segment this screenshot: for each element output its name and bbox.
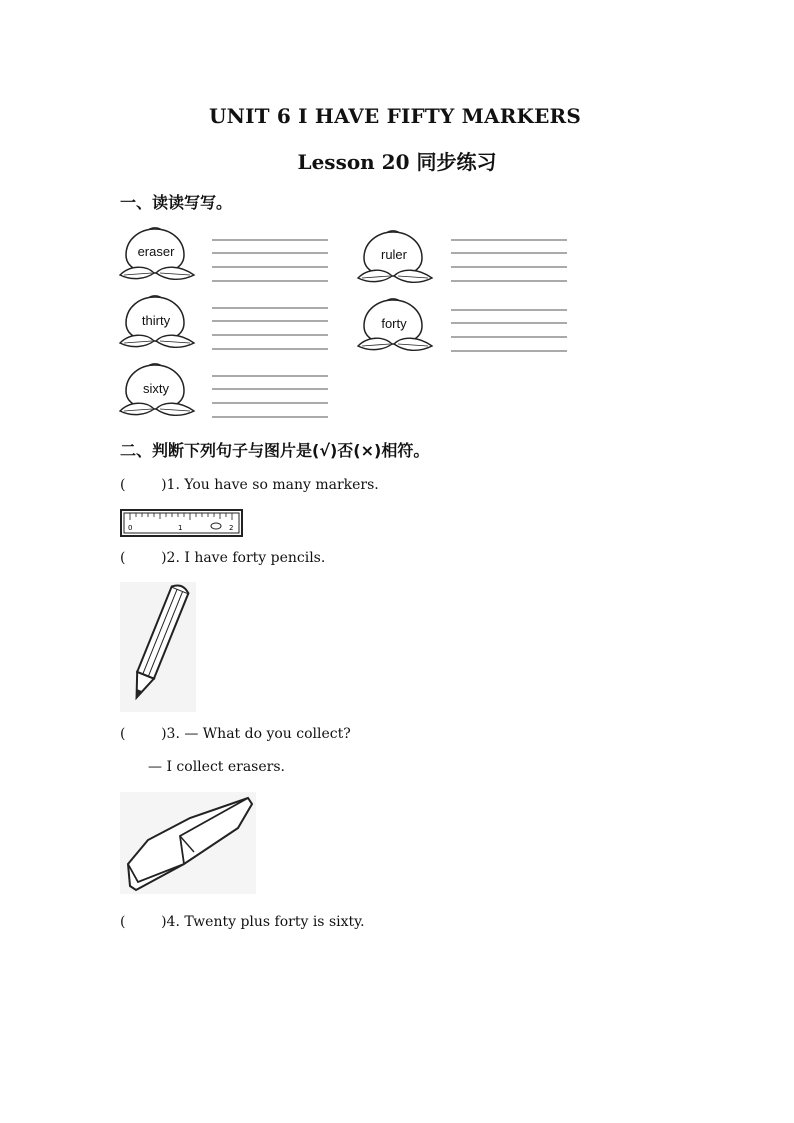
section1-heading: 一、读读写写。 [120,193,233,212]
question-2: ( )2. I have forty pencils. [120,550,326,566]
writing-lines-sixty[interactable] [212,374,330,422]
lesson-subtitle: Lesson 20 同步练习 [297,150,497,174]
answer-blank-4[interactable]: ( ) [120,914,167,930]
peach-card-sixty [118,361,218,421]
writing-lines-thirty[interactable] [212,306,330,354]
eraser-picture [120,792,258,896]
ruler-tick-0: 0 [128,524,133,532]
answer-blank-3[interactable]: ( ) [120,726,167,742]
peach-card-eraser [118,225,218,285]
question-1: ( )1. You have so many markers. [120,477,379,493]
writing-lines-eraser[interactable] [212,238,330,286]
answer-blank-1[interactable]: ( ) [120,477,167,493]
section2-heading: 二、判断下列句子与图片是(√)否(×)相符。 [120,441,430,460]
question-3-answer: — I collect erasers. [148,759,285,775]
word-thirty: thirty [141,313,171,328]
ruler-tick-2: 2 [229,524,234,532]
question-3: ( )3. — What do you collect? [120,726,351,742]
peach-card-forty [356,296,456,356]
ruler-picture [120,509,244,539]
pencil-picture [120,582,198,714]
peach-card-thirty [118,293,218,353]
peach-card-ruler [356,228,456,288]
page-title: UNIT 6 I HAVE FIFTY MARKERS [208,104,582,128]
ruler-tick-1: 1 [178,524,183,532]
writing-lines-forty[interactable] [451,308,569,356]
writing-lines-ruler[interactable] [451,238,569,286]
word-ruler: ruler [380,247,407,262]
answer-blank-2[interactable]: ( ) [120,550,167,566]
word-eraser: eraser [137,244,175,259]
word-sixty: sixty [143,381,169,396]
word-forty: forty [381,316,407,331]
question-4: ( )4. Twenty plus forty is sixty. [120,914,365,930]
